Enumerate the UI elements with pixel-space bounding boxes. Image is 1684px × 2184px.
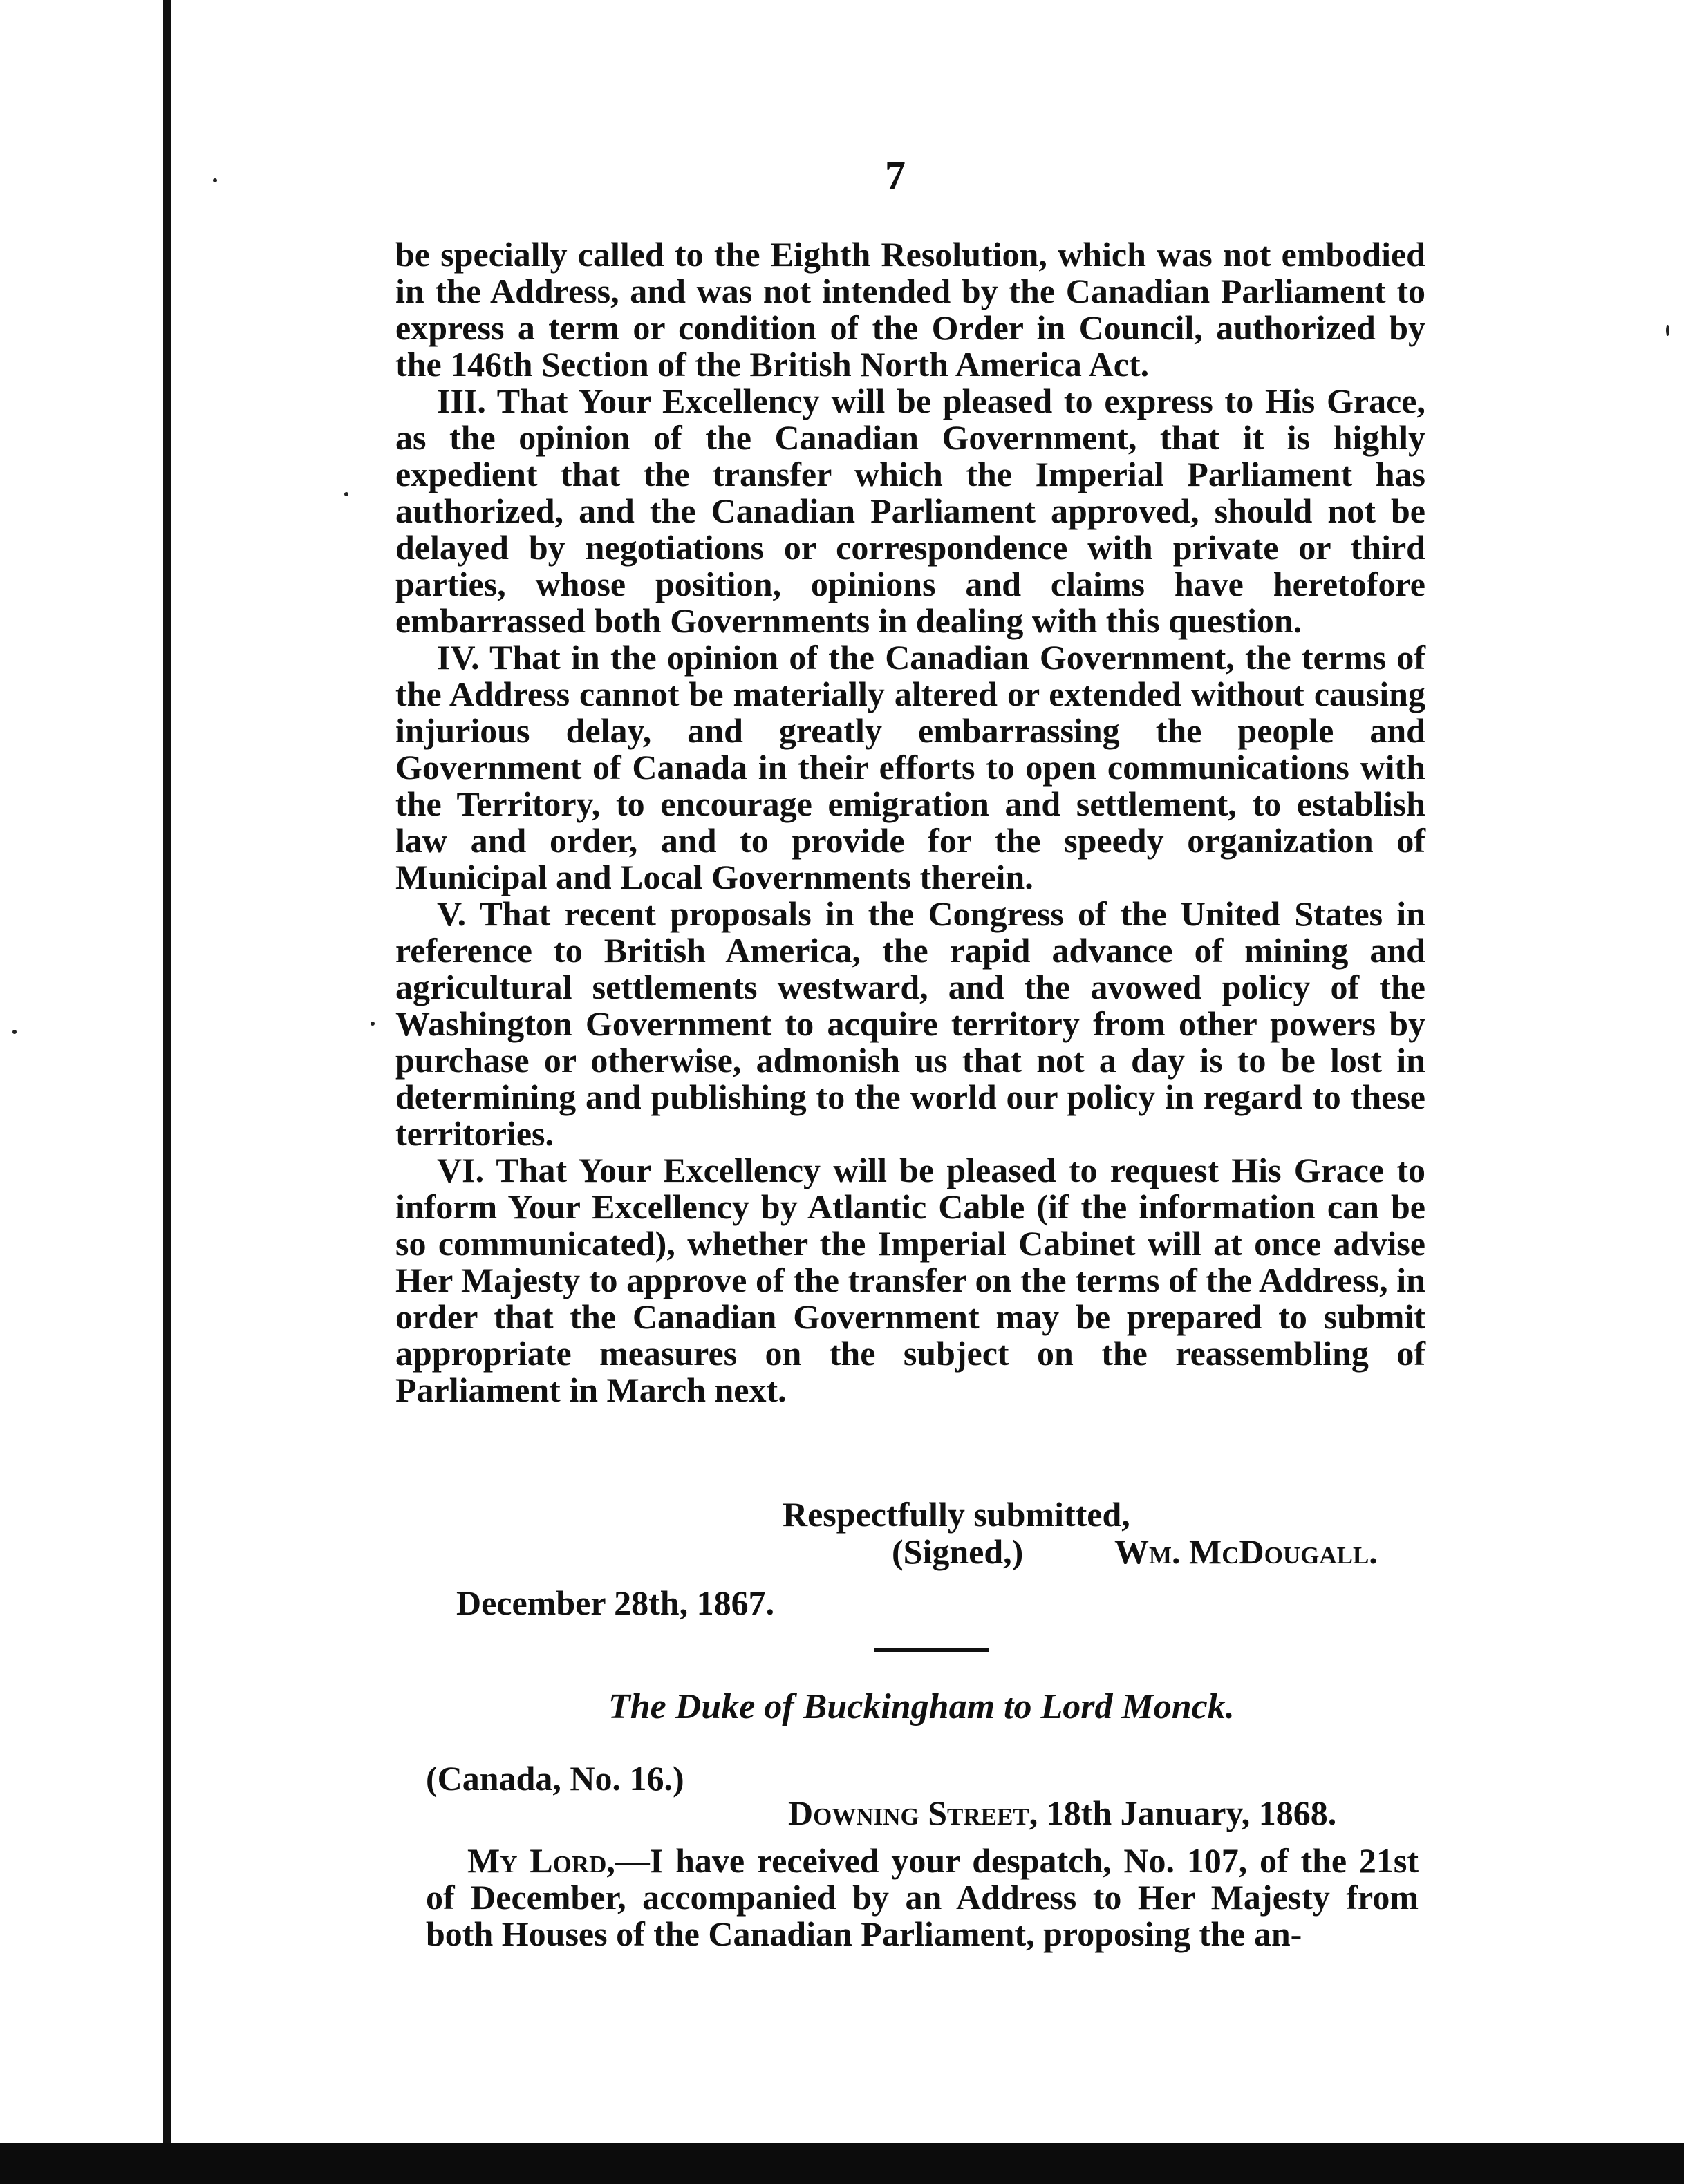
paragraph-resolution-vi: VI. That Your Excellency will be pleased to request His Grace to inform Your Excellency by Atlantic Cable (if the information can be so communicated), whether the Imperial Cabinet will at once advise Her Majesty to approve of the transfer on the terms of the Address, in order that the Canadian Government may be prepared to submit appropriate measures on the subject on the reassembling of Parliament in March next.: [395, 1151, 1425, 1409]
page-number: 7: [885, 153, 906, 198]
scan-speck: [213, 178, 217, 182]
letter-opening-text: —I have received your despatch, No. 107, of the 21st of December, accompanied by an Address to Her Majesty from both Houses of the Canadian Parliament, proposing the an-: [426, 1841, 1419, 1953]
paragraph-eighth-resolution: be specially called to the Eighth Resolution, which was not embodied in the Address, and was not intended by the Canadian Parliament to express a term or condition of the Order in Council, authorized by the 146th Section of the British North America Act.: [395, 235, 1425, 384]
binding-edge: [163, 0, 171, 2184]
letter-body: [426, 1843, 1419, 1952]
paragraph-resolution-iv: IV. That in the opinion of the Canadian Government, the terms of the Address cannot be materially altered or extended without causing injurious delay, and greatly embarrassing the people and Government of Canada in their efforts to open communications with the Territory, to encourage emigration and settlement, to establish law and order, and to provide for the speedy organization of Municipal and Local Governments therein.: [395, 638, 1425, 896]
letter-date: 18th January, 1868.: [1046, 1794, 1337, 1832]
scan-speck: [12, 1030, 17, 1034]
letter-salutation: My Lord,: [467, 1841, 615, 1880]
memo-date: December 28th, 1867.: [456, 1583, 775, 1622]
despatch-reference: (Canada, No. 16.): [426, 1759, 684, 1798]
paragraph-resolution-v: V. That recent proposals in the Congress of the United States in reference to British America, the rapid advance of mining and agricultural settlements westward, and the avowed policy of the Washington Government to acquire territory from other powers by purchase or otherwise, admonish us that not a day is to be lost in determining and publishing to the world our policy in regard to these territories.: [395, 894, 1425, 1153]
signed-label: (Signed,): [892, 1532, 1024, 1571]
scan-speck: [1666, 325, 1669, 336]
respectfully-submitted: Respectfully submitted,: [783, 1495, 1130, 1534]
signer-name: Wm. McDougall.: [1114, 1532, 1378, 1571]
letter-dateline: [788, 1793, 1336, 1833]
scan-speck: [344, 492, 348, 496]
section-divider: [874, 1648, 989, 1652]
letter-opening-paragraph: [426, 1843, 1419, 1952]
scan-bottom-edge: [0, 2143, 1684, 2184]
paragraph-resolution-iii: III. That Your Excellency will be pleased to express to His Grace, as the opinion of the Canadian Government, that it is highly expedient that the transfer which the Imperial Parliament has authorized, and the Canadian Parliament approved, should not be delayed by negotiations or correspondence with private or third parties, whose position, opinions and claims have heretofore embarrassed both Governments in dealing with this question.: [395, 382, 1425, 640]
body-text: [395, 236, 1425, 1409]
scan-speck: [371, 1022, 375, 1026]
letter-heading: The Duke of Buckingham to Lord Monck.: [608, 1687, 1235, 1726]
page-margin: [0, 0, 169, 2184]
letter-place: Downing Street,: [788, 1794, 1038, 1832]
